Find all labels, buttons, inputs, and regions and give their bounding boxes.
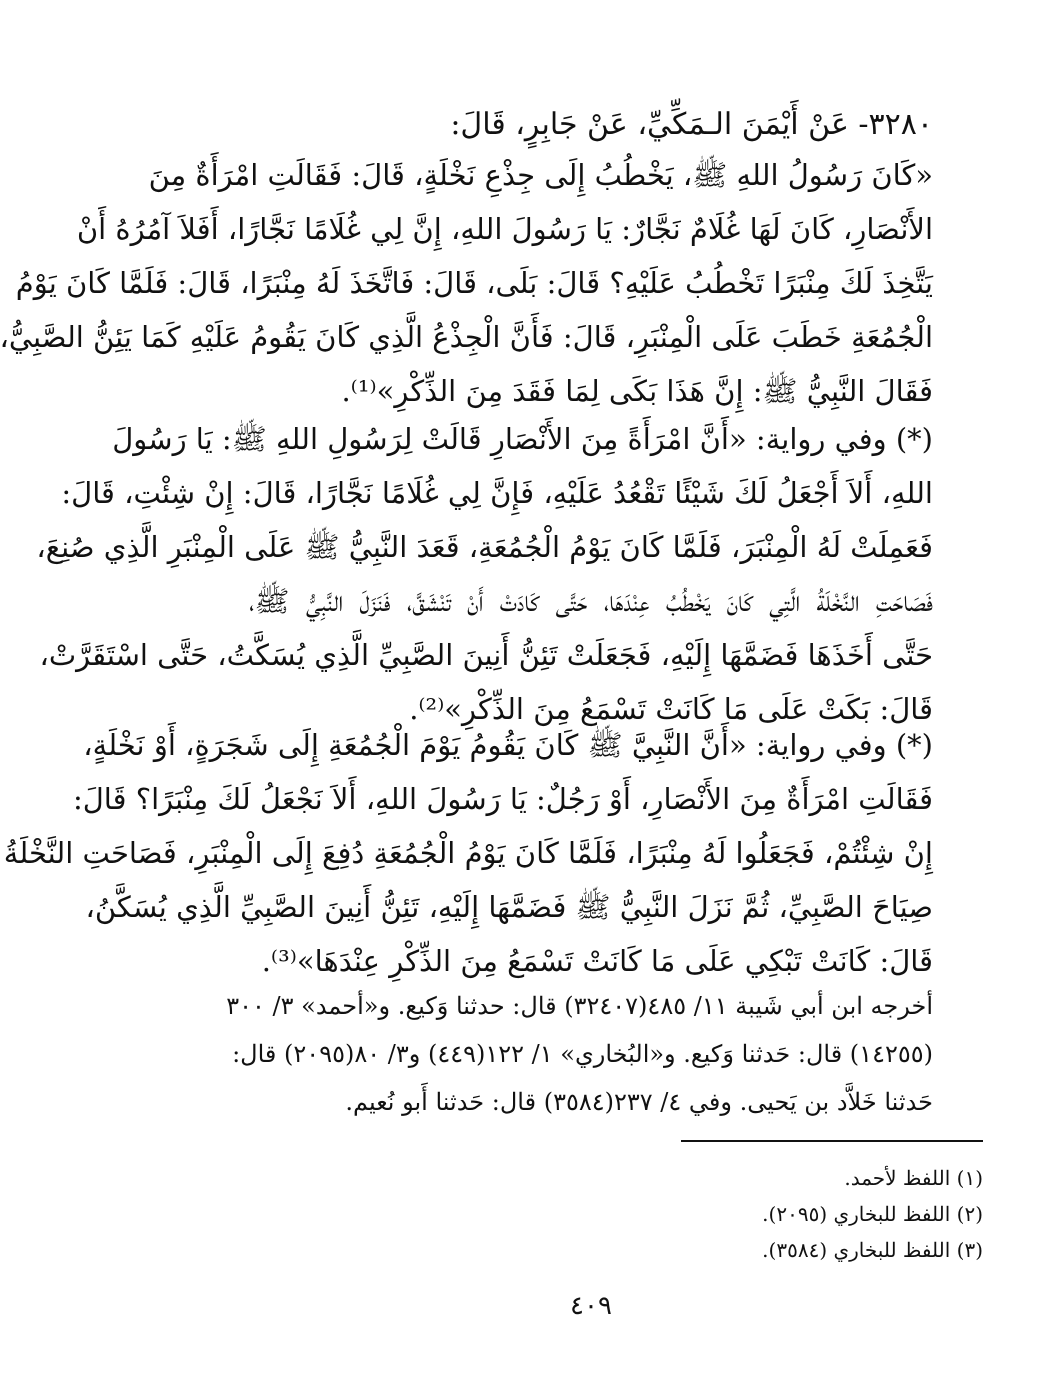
text-line: قَالَ: كَانَتْ تَبْكِي عَلَى مَا كَانَتْ تَسْمَعُ مِنَ الذِّكْرِ عِنْدَهَا»⁽³⁾. [261, 944, 933, 978]
text-line: قَالَ: بَكَتْ عَلَى مَا كَانَتْ تَسْمَعُ مِنَ الذِّكْرِ»⁽²⁾. [409, 692, 933, 726]
text-line: فَقَالَ النَّبِيُّ ﷺ: إِنَّ هَذَا بَكَى لِمَا فَقَدَ مِنَ الذِّكْرِ»⁽¹⁾. [341, 374, 933, 408]
text-line: إِنْ شِئْتُمْ، فَجَعَلُوا لَهُ مِنْبَرًا، فَلَمَّا كَانَ يَوْمُ الْجُمُعَةِ دُفِعَ إِلَى الْمِنْبَرِ، فَصَاحَتِ النَّخْلَةُ [3, 836, 933, 870]
footnote-3: (٣) اللفظ للبخاري (٣٥٨٤). [762, 1238, 983, 1262]
footnote-2: (٢) اللفظ للبخاري (٢٠٩٥). [762, 1202, 983, 1226]
text-line: حَتَّى أَخَذَهَا فَضَمَّهَا إِلَيْهِ، فَجَعَلَتْ تَئِنُّ أَنِينَ الصَّبِيِّ الَّذِي يُسَكَّتُ، حَتَّى اسْتَقَرَّتْ، [39, 638, 933, 672]
text-line: (*) وفي رواية: «أَنَّ امْرَأَةً مِنَ الأَنْصَارِ قَالَتْ لِرَسُولِ اللهِ ﷺ: يَا رَسُولَ [112, 422, 933, 456]
takhrij-section [226, 982, 933, 1126]
text-line: «كَانَ رَسُولُ اللهِ ﷺ، يَخْطُبُ إِلَى جِذْعِ نَخْلَةٍ، قَالَ: فَقَالَتِ امْرَأَةٌ مِنَ [148, 158, 933, 192]
text-line: فَصَاحَتِ النَّخْلَةُ الَّتِي كَانَ يَخْطُبُ عِنْدَهَا، حَتَّى كَادَتْ أَنْ تَنْشَقَّ، فَنَزَلَ النَّبِيُّ ﷺ، [249, 584, 933, 618]
text-line: الْجُمُعَةِ خَطَبَ عَلَى الْمِنْبَرِ، قَالَ: فَأَنَّ الْجِذْعُ الَّذِي كَانَ يَقُومُ عَلَيْهِ كَمَا يَئِنُّ الصَّبِيُّ، [0, 320, 933, 354]
text-line: فَقَالَتِ امْرَأَةٌ مِنَ الأَنْصَارِ، أَوْ رَجُلٌ: يَا رَسُولَ اللهِ، أَلاَ نَجْعَلُ لَكَ مِنْبَرًا؟ قَالَ: [72, 782, 933, 816]
text-line: اللهِ، أَلاَ أَجْعَلُ لَكَ شَيْئًا تَقْعُدُ عَلَيْهِ، فَإِنَّ لِي غُلَامًا نَجَّارًا، قَالَ: إِنْ شِئْتِ، قَالَ: [61, 476, 933, 510]
page-number: ٤٠٩ [570, 1291, 612, 1321]
hadith-main-text [0, 148, 933, 418]
hadith-heading: ٣٢٨٠- عَنْ أَيْمَنَ الـمَكِّيِّ، عَنْ جَابِرٍ، قَالَ: [450, 107, 933, 142]
hadith-variant-narration-1 [36, 412, 933, 736]
text-line: يَتَّخِذَ لَكَ مِنْبَرًا تَخْطُبُ عَلَيْهِ؟ قَالَ: بَلَى، قَالَ: فَاتَّخَذَ لَهُ مِنْبَرًا، قَالَ: فَلَمَّا كَانَ يَوْمُ [15, 266, 933, 300]
text-line: فَعَمِلَتْ لَهُ الْمِنْبَرَ، فَلَمَّا كَانَ يَوْمُ الْجُمُعَةِ، قَعَدَ النَّبِيُّ ﷺ عَلَى الْمِنْبَرِ الَّذِي صُنِعَ، [36, 530, 933, 564]
takhrij-line: حَدثنا خَلاَّد بن يَحيى. وفي ٤/ ٢٣٧(٣٥٨٤) قال: حَدثنا أَبو نُعيم. [345, 1088, 933, 1116]
hadith-variant-narration-2 [3, 718, 933, 988]
footnote-divider [681, 1140, 983, 1142]
text-line: (*) وفي رواية: «أَنَّ النَّبِيَّ ﷺ كَانَ يَقُومُ يَوْمَ الْجُمُعَةِ إِلَى شَجَرَةٍ، أَوْ نَخْلَةٍ، [83, 728, 933, 762]
text-line: الأَنْصَارِ، كَانَ لَهَا غُلَامٌ نَجَّارٌ: يَا رَسُولَ اللهِ، إِنَّ لِي غُلَامًا نَجَّارًا، أَفَلاَ آمُرُهُ أَنْ [76, 212, 933, 246]
text-line: صِيَاحَ الصَّبِيِّ، ثُمَّ نَزَلَ النَّبِيُّ ﷺ فَضَمَّهَا إِلَيْهِ، تَئِنُّ أَنِينَ الصَّبِيِّ الَّذِي يُسَكَّنُ، [85, 890, 933, 924]
takhrij-line: (١٤٢٥٥) قال: حَدثنا وَكيع. و«البُخاري» ١/ ١٢٢(٤٤٩) و٣/ ٨٠(٢٠٩٥) قال: [232, 1040, 933, 1068]
footnote-1: (١) اللفظ لأحمد. [844, 1166, 983, 1190]
footnotes [762, 1160, 983, 1268]
takhrij-line: أخرجه ابن أبي شَيبة ١١/ ٤٨٥(٣٢٤٠٧) قال: حدثنا وَكيع. و«أحمد» ٣/ ٣٠٠ [226, 992, 933, 1020]
